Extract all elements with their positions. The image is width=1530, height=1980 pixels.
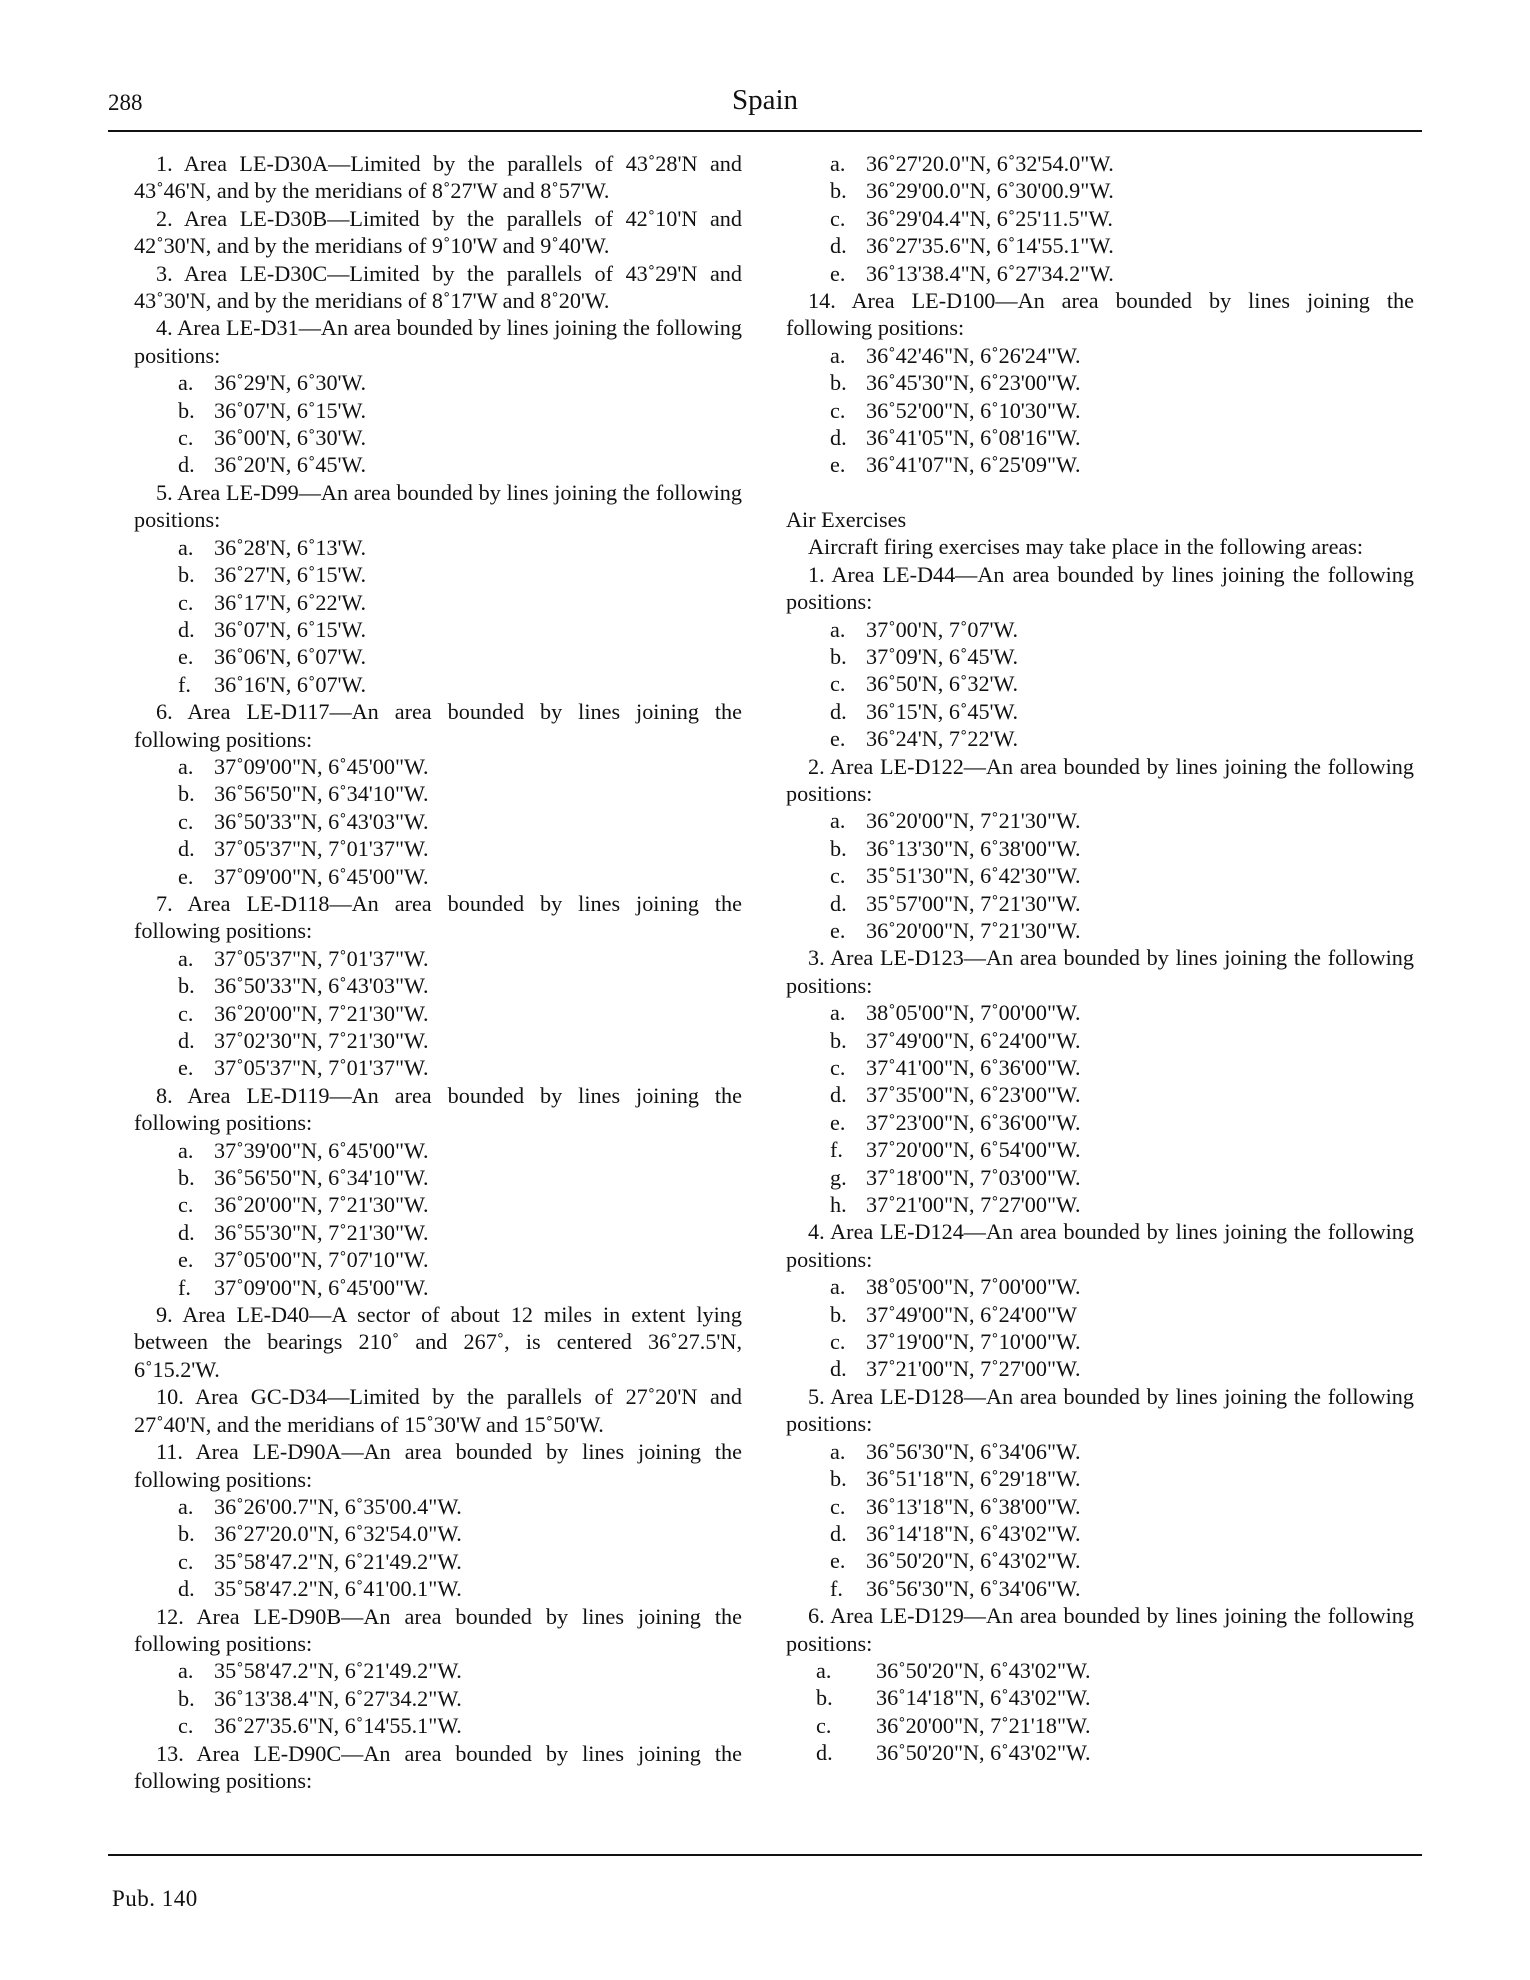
position-item [134,589,742,616]
position-list [786,1657,1414,1767]
position-label: c. [178,1548,194,1574]
position-value: 37˚09'00"N, 6˚45'00"W. [214,863,429,889]
page-title: Spain [731,84,799,116]
position-label: b. [178,562,195,588]
position-value: 36˚27'20.0"N, 6˚32'54.0"W. [866,151,1114,176]
position-item [134,1493,742,1520]
area-paragraph: 11. Area LE-D90A—An area bounded by lines joining the following positions: [134,1439,742,1492]
position-label: d. [816,1740,833,1766]
position-value: 36˚50'33"N, 6˚43'03"W. [214,973,429,999]
position-label: c. [178,589,194,615]
position-value: 36˚27'35.6"N, 6˚14'55.1"W. [214,1713,462,1739]
position-label: g. [830,1164,847,1190]
position-value: 35˚58'47.2"N, 6˚21'49.2"W. [214,1658,462,1684]
position-item [134,1137,742,1164]
position-value: 36˚07'N, 6˚15'W. [214,397,366,423]
position-value: 37˚18'00"N, 7˚03'00"W. [866,1164,1081,1190]
position-item [786,999,1414,1026]
position-label: b. [830,370,847,396]
position-item [786,1739,1414,1766]
position-value: 37˚05'00"N, 7˚07'10"W. [214,1247,429,1273]
position-label: b. [178,397,195,423]
position-value: 36˚41'05"N, 6˚08'16"W. [866,425,1081,451]
position-label: c. [178,1000,194,1026]
position-value: 37˚09'00"N, 6˚45'00"W. [214,1274,429,1300]
position-item [134,1219,742,1246]
position-label: e. [830,452,846,478]
position-item [786,1109,1414,1136]
position-value: 37˚05'37"N, 7˚01'37"W. [214,1055,429,1081]
position-value: 37˚21'00"N, 7˚27'00"W. [866,1356,1081,1382]
position-value: 36˚20'00"N, 7˚21'30"W. [866,808,1081,834]
right-column [786,150,1414,1767]
position-label: e. [178,1247,194,1273]
area-paragraph: 3. Area LE-D30C—Limited by the parallels of 43˚29'N and 43˚30'N, and by the meridians of 8˚17'W and 8˚20'W. [134,260,742,314]
position-label: b. [830,643,847,669]
position-value: 36˚41'07"N, 6˚25'09"W. [866,452,1081,478]
position-list [134,369,742,479]
position-item [786,1684,1414,1711]
position-label: b. [178,781,195,807]
position-label: c. [830,1493,846,1519]
position-value: 36˚20'00"N, 7˚21'30"W. [866,917,1081,943]
position-item [134,1712,742,1739]
position-item [786,424,1414,451]
position-value: 36˚06'N, 6˚07'W. [214,644,366,670]
position-item [786,1164,1414,1191]
position-value: 36˚50'20"N, 6˚43'02"W. [866,1548,1081,1574]
position-item [786,725,1414,752]
position-item [786,1493,1414,1520]
position-item [134,1027,742,1054]
position-value: 37˚49'00"N, 6˚24'00"W. [866,1027,1081,1053]
position-item [134,671,742,698]
position-list [786,1273,1414,1383]
position-item [134,397,742,424]
position-label: c. [178,808,194,834]
area-paragraph: 1. Area LE-D44—An area bounded by lines joining the following positions: [786,561,1414,615]
position-label: c. [830,1329,846,1355]
left-column [134,150,742,1794]
position-label: b. [816,1685,833,1711]
position-item [134,1520,742,1547]
position-value: 36˚45'30"N, 6˚23'00"W. [866,370,1081,396]
position-list [134,1657,742,1739]
position-item [134,643,742,670]
position-label: d. [178,1219,195,1245]
position-value: 37˚23'00"N, 6˚36'00"W. [866,1109,1081,1135]
page-header [108,84,1422,128]
position-label: d. [830,1356,847,1382]
position-item [786,807,1414,834]
position-list [134,753,742,890]
position-item [786,1328,1414,1355]
position-value: 36˚20'N, 6˚45'W. [214,452,366,478]
position-label: a. [178,1493,194,1519]
position-item [134,808,742,835]
position-label: f. [178,671,191,697]
position-list [134,1493,742,1603]
position-list [134,945,742,1082]
position-list [786,807,1414,944]
position-value: 37˚20'00"N, 6˚54'00"W. [866,1137,1081,1163]
position-label: d. [178,1576,195,1602]
position-item [786,835,1414,862]
header-rule [108,130,1422,132]
position-value: 37˚49'00"N, 6˚24'00"W [866,1301,1077,1327]
page-number: 288 [108,90,143,115]
position-label: a. [830,616,846,642]
position-label: d. [830,233,847,259]
position-value: 35˚58'47.2"N, 6˚21'49.2"W. [214,1548,462,1574]
position-value: 36˚17'N, 6˚22'W. [214,589,366,615]
position-item [134,1657,742,1684]
position-list [786,342,1414,479]
position-item [786,1355,1414,1382]
air-exercises-heading: Air Exercises [786,506,907,532]
position-value: 35˚58'47.2"N, 6˚41'00.1"W. [214,1576,462,1602]
position-value: 36˚07'N, 6˚15'W. [214,616,366,642]
position-label: c. [830,397,846,423]
position-label: e. [830,260,846,286]
position-label: c. [178,1713,194,1739]
position-label: f. [830,1575,843,1601]
position-value: 35˚57'00"N, 7˚21'30"W. [866,890,1081,916]
position-item [786,1520,1414,1547]
position-value: 36˚13'38.4"N, 6˚27'34.2"W. [866,260,1114,286]
area-paragraph: 4. Area LE-D124—An area bounded by lines joining the following positions: [786,1219,1414,1272]
area-paragraph: 5. Area LE-D99—An area bounded by lines joining the following positions: [134,479,742,533]
position-item [786,1273,1414,1300]
position-value: 36˚13'38.4"N, 6˚27'34.2"W. [214,1685,462,1711]
area-paragraph: 14. Area LE-D100—An area bounded by lines joining the following positions: [786,288,1414,341]
position-value: 36˚14'18"N, 6˚43'02"W. [866,1520,1081,1546]
position-value: 37˚09'N, 6˚45'W. [866,643,1018,669]
position-value: 37˚05'37"N, 7˚01'37"W. [214,836,429,862]
position-list [134,534,742,698]
position-item [134,451,742,478]
position-label: a. [816,1657,832,1683]
position-item [786,1547,1414,1574]
continued-areas [786,287,1414,479]
position-label: b. [830,1027,847,1053]
position-item [134,1575,742,1602]
area-paragraph: 4. Area LE-D31—An area bounded by lines joining the following positions: [134,315,742,368]
position-value: 37˚09'00"N, 6˚45'00"W. [214,753,429,779]
position-value: 36˚26'00.7"N, 6˚35'00.4"W. [214,1493,462,1519]
position-item [786,1712,1414,1739]
position-item [134,424,742,451]
position-label: e. [830,917,846,943]
position-item [134,972,742,999]
position-label: c. [178,425,194,451]
position-item [134,1054,742,1081]
area-paragraph: 3. Area LE-D123—An area bounded by lines joining the following positions: [786,945,1414,998]
position-list [786,616,1414,753]
position-label: c. [830,671,846,697]
position-item [134,753,742,780]
position-label: a. [830,1274,846,1300]
area-paragraph: 10. Area GC-D34—Limited by the parallels of 27˚20'N and 27˚40'N, and the meridians of 15˚30'W and 15˚50'W. [134,1384,742,1437]
position-value: 36˚20'00"N, 7˚21'30"W. [214,1000,429,1026]
position-label: a. [830,151,846,176]
position-value: 36˚50'N, 6˚32'W. [866,671,1018,697]
position-value: 37˚41'00"N, 6˚36'00"W. [866,1055,1081,1080]
position-label: a. [178,534,194,560]
position-value: 36˚00'N, 6˚30'W. [214,425,366,451]
position-item [134,945,742,972]
position-label: f. [830,1137,843,1163]
position-item [786,205,1414,232]
position-list [786,1438,1414,1602]
area-paragraph: 1. Area LE-D30A—Limited by the parallels of 43˚28'N and 43˚46'N, and by the meridians of 8˚27'W and 8˚57'W. [134,151,742,204]
position-label: b. [830,1466,847,1492]
position-label: a. [830,342,846,368]
position-label: d. [830,425,847,451]
position-item [786,342,1414,369]
position-value: 36˚20'00"N, 7˚21'18"W. [876,1712,1091,1738]
position-item [786,1081,1414,1108]
position-item [786,616,1414,643]
position-item [786,232,1414,259]
position-item [786,1054,1414,1081]
position-value: 37˚02'30"N, 7˚21'30"W. [214,1028,429,1053]
position-item [134,1000,742,1027]
position-item [786,369,1414,396]
position-label: b. [178,1165,195,1191]
position-value: 36˚29'N, 6˚30'W. [214,370,366,396]
position-item [786,451,1414,478]
position-value: 36˚50'33"N, 6˚43'03"W. [214,808,429,834]
position-item [134,1548,742,1575]
position-item [134,1246,742,1273]
position-value: 36˚50'20"N, 6˚43'02"W. [876,1740,1091,1766]
area-paragraph: 8. Area LE-D119—An area bounded by lines joining the following positions: [134,1082,742,1136]
position-item [786,1136,1414,1163]
position-list [134,1137,742,1301]
air-exercise-areas [786,561,1414,1767]
position-item [786,643,1414,670]
position-item [786,1191,1414,1218]
position-item [134,1685,742,1712]
position-value: 36˚55'30"N, 7˚21'30"W. [214,1219,429,1245]
position-item [134,1191,742,1218]
position-item [134,1164,742,1191]
continued-position-list [786,150,1414,287]
position-label: d. [178,1028,195,1053]
position-label: a. [178,1658,194,1684]
position-item [786,1465,1414,1492]
position-label: d. [178,616,195,642]
position-item [786,1438,1414,1465]
area-paragraph: 2. Area LE-D122—An area bounded by lines joining the following positions: [786,753,1414,806]
position-label: b. [830,1301,847,1327]
position-value: 37˚35'00"N, 6˚23'00"W. [866,1082,1081,1108]
position-item [134,780,742,807]
position-item [786,150,1414,177]
area-paragraph: 6. Area LE-D129—An area bounded by lines joining the following positions: [786,1603,1414,1656]
position-label: d. [178,452,195,478]
position-item [786,670,1414,697]
area-paragraph: 13. Area LE-D90C—An area bounded by lines joining the following positions: [134,1740,742,1793]
position-item [134,561,742,588]
position-value: 36˚56'50"N, 6˚34'10"W. [214,1165,429,1191]
position-item [786,698,1414,725]
area-paragraph: 9. Area LE-D40—A sector of about 12 miles in extent lying between the bearings 210˚ and 267˚, is centered 36˚27.5'N, 6˚15.2'W. [134,1302,742,1382]
position-value: 36˚24'N, 7˚22'W. [866,726,1018,752]
position-value: 36˚27'N, 6˚15'W. [214,562,366,588]
position-label: a. [178,370,194,396]
area-paragraph: 6. Area LE-D117—An area bounded by lines joining the following positions: [134,699,742,752]
position-value: 36˚29'04.4"N, 6˚25'11.5"W. [866,205,1113,231]
position-item [786,177,1414,204]
position-value: 36˚51'18"N, 6˚29'18"W. [866,1466,1081,1492]
position-item [134,835,742,862]
position-value: 37˚05'37"N, 7˚01'37"W. [214,945,429,971]
air-exercises-intro: Aircraft firing exercises may take place in the following areas: [808,534,1364,560]
position-item [786,397,1414,424]
position-label: e. [178,863,194,889]
position-item [134,1274,742,1301]
position-label: b. [178,1685,195,1711]
position-item [786,260,1414,287]
position-label: a. [178,753,194,779]
position-label: d. [830,890,847,916]
position-item [786,1657,1414,1684]
position-value: 36˚42'46"N, 6˚26'24"W. [866,342,1081,368]
position-label: h. [830,1192,847,1218]
position-label: a. [830,1000,846,1026]
position-item [786,917,1414,944]
area-paragraph: 12. Area LE-D90B—An area bounded by lines joining the following positions: [134,1603,742,1656]
position-value: 36˚14'18"N, 6˚43'02"W. [876,1685,1091,1711]
position-value: 36˚15'N, 6˚45'W. [866,698,1018,724]
position-value: 36˚50'20"N, 6˚43'02"W. [876,1657,1091,1683]
area-paragraph: 7. Area LE-D118—An area bounded by lines joining the following positions: [134,890,742,944]
position-label: e. [830,726,846,752]
position-item [786,1027,1414,1054]
area-paragraph: 5. Area LE-D128—An area bounded by lines joining the following positions: [786,1383,1414,1437]
position-label: e. [178,1055,194,1081]
position-value: 36˚28'N, 6˚13'W. [214,534,366,560]
position-label: b. [830,835,847,861]
footer-rule [108,1854,1422,1856]
position-value: 36˚20'00"N, 7˚21'30"W. [214,1192,429,1218]
position-value: 36˚56'30"N, 6˚34'06"W. [866,1438,1081,1464]
position-value: 38˚05'00"N, 7˚00'00"W. [866,1000,1081,1026]
position-label: a. [178,945,194,971]
position-label: e. [178,644,194,670]
position-label: c. [830,205,846,231]
section-gap [786,479,1414,506]
position-value: 36˚56'50"N, 6˚34'10"W. [214,781,429,807]
position-value: 36˚29'00.0"N, 6˚30'00.9"W. [866,178,1114,204]
position-value: 37˚19'00"N, 7˚10'00"W. [866,1329,1081,1355]
position-value: 38˚05'00"N, 7˚00'00"W. [866,1274,1081,1300]
position-label: d. [178,836,195,862]
position-item [134,616,742,643]
position-label: b. [830,178,847,204]
position-label: e. [830,1109,846,1135]
position-value: 37˚39'00"N, 6˚45'00"W. [214,1137,429,1163]
position-label: c. [830,863,846,889]
position-label: c. [830,1055,846,1080]
position-value: 36˚16'N, 6˚07'W. [214,671,366,697]
position-value: 36˚27'35.6"N, 6˚14'55.1"W. [866,233,1114,259]
position-list [786,999,1414,1218]
position-value: 36˚56'30"N, 6˚34'06"W. [866,1575,1081,1601]
position-item [134,534,742,561]
position-label: c. [816,1712,832,1738]
area-paragraph: 2. Area LE-D30B—Limited by the parallels of 42˚10'N and 42˚30'N, and by the meridians of 9˚10'W and 9˚40'W. [134,205,742,259]
position-label: e. [830,1548,846,1574]
position-label: d. [830,1520,847,1546]
position-item [786,1575,1414,1602]
position-label: d. [830,1082,847,1108]
footer-publication: Pub. 140 [112,1886,198,1911]
position-item [786,890,1414,917]
position-label: a. [830,808,846,834]
position-label: b. [178,973,195,999]
position-label: c. [178,1192,194,1218]
position-item [134,863,742,890]
position-label: b. [178,1521,195,1547]
position-value: 37˚00'N, 7˚07'W. [866,616,1018,642]
position-value: 36˚13'18"N, 6˚38'00"W. [866,1493,1081,1519]
position-value: 36˚52'00"N, 6˚10'30"W. [866,397,1081,423]
position-value: 36˚13'30"N, 6˚38'00"W. [866,835,1081,861]
position-label: a. [178,1137,194,1163]
position-item [134,369,742,396]
position-item [786,862,1414,889]
position-label: d. [830,698,847,724]
position-value: 36˚27'20.0"N, 6˚32'54.0"W. [214,1521,462,1547]
position-label: f. [178,1274,191,1300]
position-item [786,1301,1414,1328]
position-value: 35˚51'30"N, 6˚42'30"W. [866,863,1081,889]
position-label: a. [830,1438,846,1464]
position-value: 37˚21'00"N, 7˚27'00"W. [866,1192,1081,1218]
